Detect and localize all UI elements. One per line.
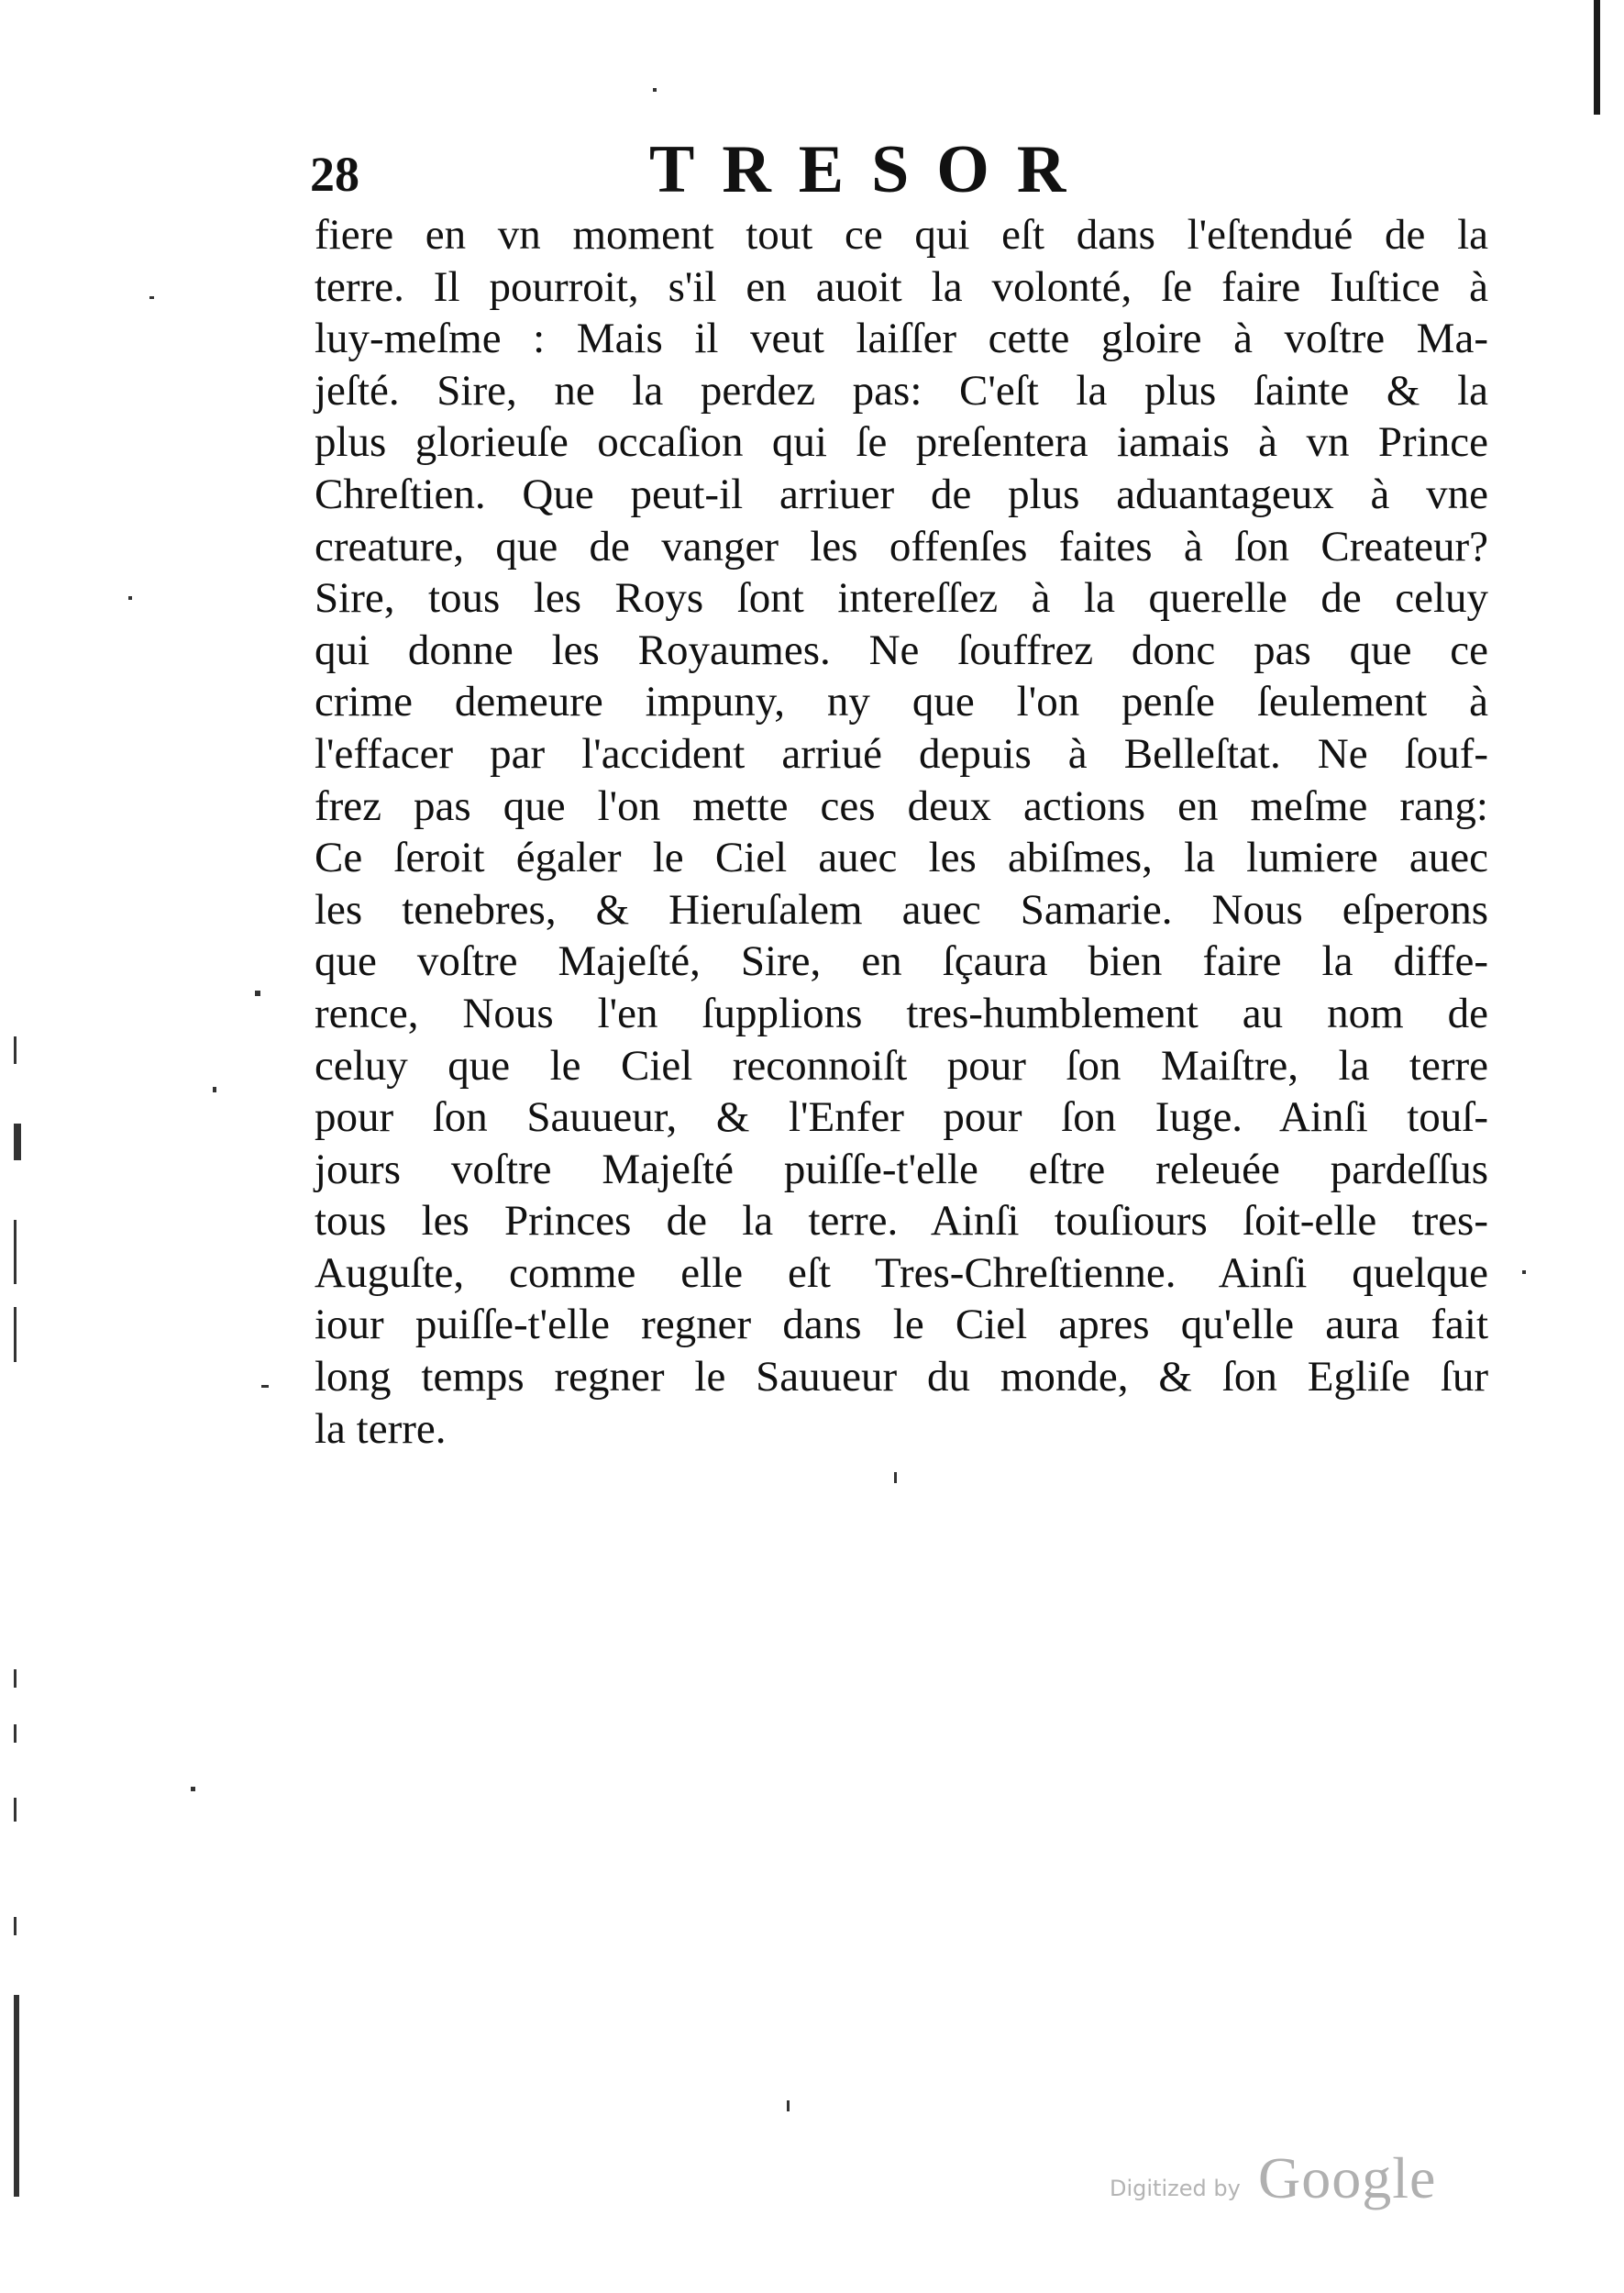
scan-speck: [787, 2100, 790, 2111]
scan-speck: [14, 1307, 17, 1362]
text-line: Chreſtien. Que peut-il arriuer de plus aduantageux à vne: [315, 470, 1488, 518]
scan-speck: [653, 88, 657, 92]
text-line: qui donne les Royaumes. Ne ſouffrez donc pas que ce: [315, 626, 1488, 674]
running-title: TRESOR: [649, 132, 1094, 207]
text-line: Sire, tous les Roys ſont intereſſez à la querelle de celuy: [315, 574, 1488, 623]
text-line: Ce ſeroit égaler le Ciel auec les abiſmes, la lumiere auec: [315, 834, 1488, 882]
text-line: long temps regner le Sauueur du monde, & ſon Egliſe ſur: [315, 1353, 1488, 1401]
text-line: les tenebres, & Hieruſalem auec Samarie. Nous eſperons: [315, 885, 1488, 934]
text-line: l'effacer par l'accident arriué depuis à Belleſtat. Ne ſouf-: [315, 729, 1488, 778]
scan-speck: [14, 1124, 21, 1160]
scan-speck: [213, 1087, 216, 1092]
scan-speck: [14, 1669, 17, 1688]
scan-speck: [191, 1787, 195, 1791]
body-text: [315, 209, 1488, 1455]
google-logo: Google: [1258, 2145, 1437, 2210]
text-line: jeſté. Sire, ne la perdez pas: C'eſt la plus ſainte & la: [315, 366, 1488, 415]
page-header: [310, 130, 1154, 213]
scan-speck: [14, 1220, 17, 1284]
text-line: crime demeure impuny, ny que l'on penſe ſeulement à: [315, 678, 1488, 726]
text-line: jours voſtre Majeſté puiſſe-t'elle eſtre releuée pardeſſus: [315, 1145, 1488, 1193]
text-line: plus glorieuſe occaſion qui ſe preſentera iamais à vn Prince: [315, 418, 1488, 467]
text-line: iour puiſſe-t'elle regner dans le Ciel apres qu'elle aura fait: [315, 1301, 1488, 1349]
scan-speck: [149, 296, 154, 299]
text-line: luy-meſme : Mais il veut laiſſer cette gloire à voſtre Ma-: [315, 315, 1488, 363]
scan-speck: [14, 1798, 17, 1822]
scan-speck: [14, 1036, 17, 1064]
scan-speck: [1522, 1270, 1526, 1274]
text-line: tous les Princes de la terre. Ainſi touſiours ſoit-elle tres-: [315, 1197, 1488, 1246]
scan-speck: [14, 1917, 17, 1935]
text-line: que voſtre Majeſté, Sire, en ſçaura bien faire la diffe-: [315, 937, 1488, 986]
watermark-prefix: Digitized by: [1110, 2176, 1241, 2201]
page-number: 28: [310, 147, 359, 202]
scan-speck: [128, 596, 132, 600]
binding-edge-line: [1594, 0, 1600, 115]
text-line: fiere en vn moment tout ce qui eſt dans l'eſtendué de la: [315, 211, 1488, 259]
scan-speck: [255, 991, 260, 996]
scan-speck: [14, 1724, 17, 1743]
text-line: creature, que de vanger les offenſes faites à ſon Createur?: [315, 522, 1488, 570]
scan-speck: [14, 1995, 19, 2197]
text-line: frez pas que l'on mette ces deux actions en meſme rang:: [315, 781, 1488, 830]
scan-speck: [261, 1385, 269, 1388]
text-line: celuy que le Ciel reconnoiſt pour ſon Maiſtre, la terre: [315, 1041, 1488, 1090]
digitized-by-google-watermark: [1110, 2144, 1513, 2218]
text-line: terre. Il pourroit, s'il en auoit la volonté, ſe faire Iuſtice à: [315, 262, 1488, 311]
text-line: Auguſte, comme elle eſt Tres-Chreſtienne. Ainſi quelque: [315, 1248, 1488, 1297]
text-line: rence, Nous l'en ſupplions tres-humblement au nom de: [315, 989, 1488, 1037]
text-line: pour ſon Sauueur, & l'Enfer pour ſon Iuge. Ainſi touſ-: [315, 1093, 1488, 1142]
scan-speck: [894, 1472, 897, 1483]
text-line: la terre.: [315, 1404, 447, 1453]
